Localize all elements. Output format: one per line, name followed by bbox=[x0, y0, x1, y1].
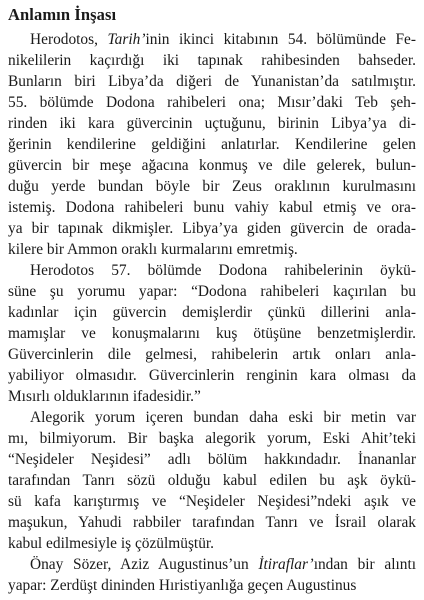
text-line bbox=[8, 176, 416, 197]
paragraph bbox=[8, 554, 416, 596]
text-line bbox=[8, 239, 416, 260]
text-run: Bunların biri Libya’da diğeri de Yunanistan’da satılmıştır. bbox=[8, 73, 416, 90]
text-run: Mısırlı olduklarının ifadesidir.” bbox=[8, 388, 201, 405]
text-run: yapar: Zerdüşt dininden Hıristiyanlığa geçen Augustinus bbox=[8, 577, 357, 594]
text-line bbox=[8, 449, 416, 470]
text-line bbox=[8, 575, 416, 596]
text-line bbox=[8, 491, 416, 512]
text-run: 55. bölümde Dodona rahibeleri ona; Mısır’daki Teb şeh- bbox=[8, 94, 416, 111]
text-line bbox=[8, 323, 416, 344]
text-run: ğerinin kendilerine geldiğini anlatırlar. Kendilerine gelen bbox=[8, 136, 416, 153]
text-run: “Neşideler Neşidesi” adlı bölüm hakkındadır. İnananlar bbox=[8, 451, 416, 468]
text-line bbox=[8, 218, 416, 239]
text-line bbox=[8, 512, 416, 533]
italic-title: Tarih’ bbox=[107, 31, 146, 48]
paragraph bbox=[8, 260, 416, 407]
text-run: mı, bilmiyorum. Bir başka alegorik yorum, Eski Ahit’teki bbox=[8, 430, 416, 447]
text-line bbox=[8, 344, 416, 365]
text-line bbox=[8, 428, 416, 449]
book-page bbox=[8, 4, 416, 596]
text-run: duğu yerde bundan böyle bir Zeus oraklının kurulmasını bbox=[8, 178, 416, 195]
text-line bbox=[8, 365, 416, 386]
text-line bbox=[8, 260, 416, 281]
text-run: ından bir alıntı bbox=[313, 556, 416, 573]
text-run: süne şu yorumu yapar: “Dodona rahibeleri kaçırılan bu bbox=[8, 283, 416, 300]
text-run: mamışlar ve konuşmalarını kuş ötüşüne benzetmişlerdir. bbox=[8, 325, 416, 342]
text-run: Önay Sözer, Aziz Augustinus’un bbox=[30, 556, 259, 573]
text-run: yabiliyor olmasıdır. Güvercinlerin renginin kara olması da bbox=[8, 367, 416, 384]
text-line bbox=[8, 155, 416, 176]
text-run: kilere bir Ammon oraklı kurmalarını emretmiş. bbox=[8, 241, 298, 258]
text-run: nikelilerin kaçırdığı iki tapınak rahibesinden bahseder. bbox=[8, 52, 416, 69]
text-run: kadınlar için güvercin demişlerdir çünkü dillerini anla- bbox=[8, 304, 416, 321]
body-text bbox=[8, 29, 416, 596]
text-run: maşukun, Yahudi rabbiler tarafından Tanrı ve İsrail olarak bbox=[8, 514, 416, 531]
text-line bbox=[8, 407, 416, 428]
text-line bbox=[8, 71, 416, 92]
italic-title: İtiraflar’ bbox=[258, 556, 314, 573]
text-line bbox=[8, 554, 416, 575]
text-run: inin ikinci kitabının 54. bölümünde Fe- bbox=[145, 31, 416, 48]
text-line bbox=[8, 470, 416, 491]
text-line bbox=[8, 113, 416, 134]
text-line bbox=[8, 50, 416, 71]
text-run: güvercin bir meşe ağacına konmuş ve dile gelerek, bulun- bbox=[8, 157, 416, 174]
text-run: tarafından Tanrı sözü olduğu kabul edilen bu aşk öykü- bbox=[8, 472, 416, 489]
text-run: rinden iki kara güvercinin uçtuğunu, birinin Libya’ya di- bbox=[8, 115, 416, 132]
text-line bbox=[8, 29, 416, 50]
paragraph bbox=[8, 407, 416, 554]
text-line bbox=[8, 281, 416, 302]
paragraph bbox=[8, 29, 416, 260]
text-run: istemiş. Dodona rahibeleri bunu vahiy kabul etmiş ve ora- bbox=[8, 199, 416, 216]
text-run: Güvercinlerin dile gelmesi, rahibelerin artık onları anla- bbox=[8, 346, 416, 363]
text-run: Herodotos, bbox=[30, 31, 108, 48]
text-run: sü kafa karıştırmış ve “Neşideler Neşidesi”ndeki aşık ve bbox=[8, 493, 416, 510]
section-heading: Anlamın İnşası bbox=[8, 5, 117, 24]
text-line bbox=[8, 92, 416, 113]
text-line bbox=[8, 197, 416, 218]
text-run: Herodotos 57. bölümde Dodona rahibelerinin öykü- bbox=[30, 262, 416, 279]
text-run: Alegorik yorum içeren bundan daha eski bir metin var bbox=[30, 409, 416, 426]
text-run: ya bir tapınak dikmişler. Libya’ya giden güvercin de orada- bbox=[8, 220, 416, 237]
text-line bbox=[8, 533, 416, 554]
text-run: kabul edilmesiyle iş çözülmüştür. bbox=[8, 535, 215, 552]
text-line bbox=[8, 134, 416, 155]
text-line bbox=[8, 386, 416, 407]
text-line bbox=[8, 302, 416, 323]
